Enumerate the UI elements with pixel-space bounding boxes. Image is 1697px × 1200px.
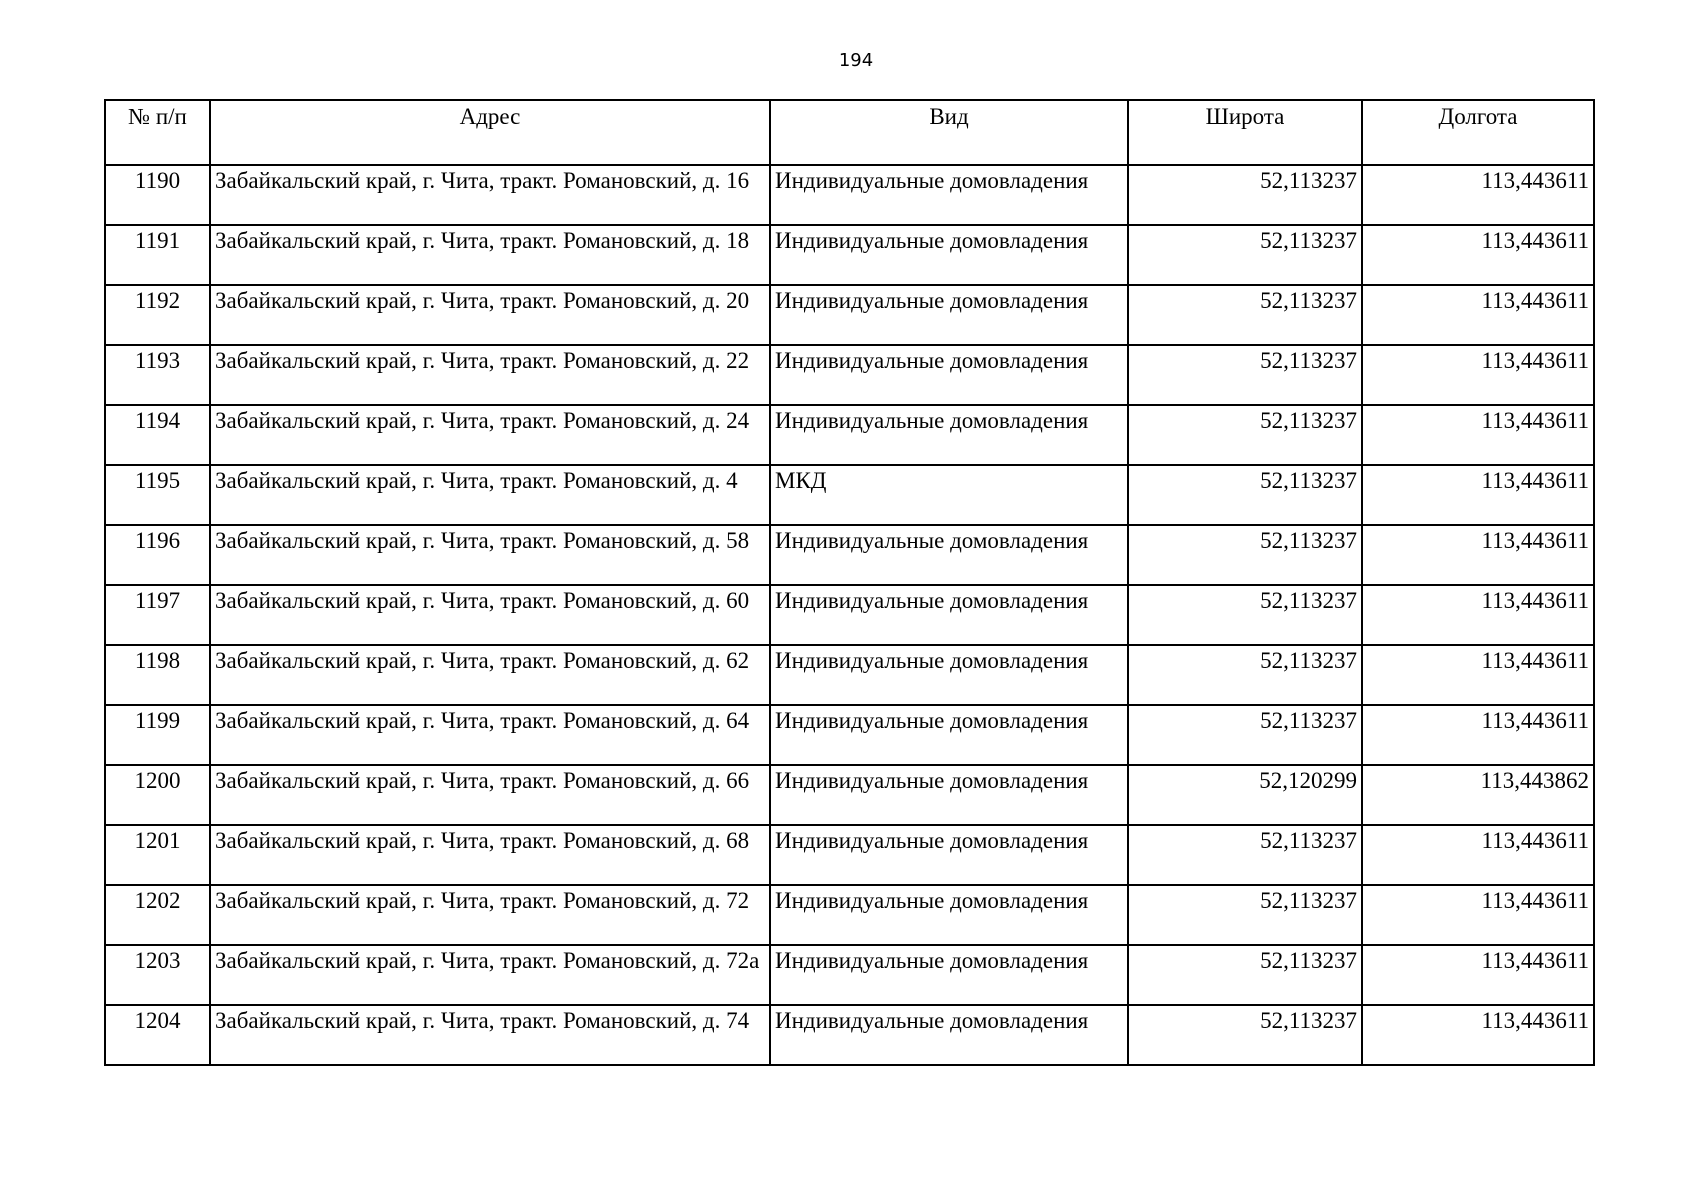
cell-lon: 113,443611 <box>1362 645 1594 705</box>
cell-num: 1197 <box>105 585 210 645</box>
cell-lat: 52,113237 <box>1128 885 1362 945</box>
table-row <box>105 645 1594 705</box>
table-row <box>105 825 1594 885</box>
cell-kind: Индивидуальные домовладения <box>770 405 1128 465</box>
cell-lat: 52,120299 <box>1128 765 1362 825</box>
cell-lon: 113,443611 <box>1362 465 1594 525</box>
cell-kind: Индивидуальные домовладения <box>770 165 1128 225</box>
cell-num: 1199 <box>105 705 210 765</box>
header-address: Адрес <box>210 100 770 165</box>
cell-lon: 113,443611 <box>1362 885 1594 945</box>
cell-lat: 52,113237 <box>1128 465 1362 525</box>
cell-address: Забайкальский край, г. Чита, тракт. Романовский, д. 58 <box>210 525 770 585</box>
cell-address: Забайкальский край, г. Чита, тракт. Романовский, д. 72 <box>210 885 770 945</box>
cell-kind: Индивидуальные домовладения <box>770 945 1128 1005</box>
table-row <box>105 1005 1594 1065</box>
cell-lon: 113,443611 <box>1362 345 1594 405</box>
cell-num: 1200 <box>105 765 210 825</box>
cell-lat: 52,113237 <box>1128 525 1362 585</box>
cell-num: 1203 <box>105 945 210 1005</box>
cell-kind: МКД <box>770 465 1128 525</box>
cell-kind: Индивидуальные домовладения <box>770 765 1128 825</box>
cell-num: 1198 <box>105 645 210 705</box>
cell-num: 1195 <box>105 465 210 525</box>
cell-lon: 113,443611 <box>1362 1005 1594 1065</box>
cell-kind: Индивидуальные домовладения <box>770 225 1128 285</box>
cell-kind: Индивидуальные домовладения <box>770 885 1128 945</box>
table-header-row <box>105 100 1594 165</box>
cell-lon: 113,443611 <box>1362 285 1594 345</box>
cell-lon: 113,443611 <box>1362 165 1594 225</box>
cell-num: 1196 <box>105 525 210 585</box>
cell-lon: 113,443611 <box>1362 825 1594 885</box>
cell-address: Забайкальский край, г. Чита, тракт. Романовский, д. 60 <box>210 585 770 645</box>
cell-lon: 113,443611 <box>1362 225 1594 285</box>
cell-num: 1204 <box>105 1005 210 1065</box>
header-lat: Широта <box>1128 100 1362 165</box>
cell-kind: Индивидуальные домовладения <box>770 345 1128 405</box>
table-row <box>105 525 1594 585</box>
cell-lon: 113,443862 <box>1362 765 1594 825</box>
cell-lon: 113,443611 <box>1362 525 1594 585</box>
cell-num: 1202 <box>105 885 210 945</box>
table-row <box>105 585 1594 645</box>
cell-kind: Индивидуальные домовладения <box>770 825 1128 885</box>
cell-address: Забайкальский край, г. Чита, тракт. Романовский, д. 66 <box>210 765 770 825</box>
table-row <box>105 345 1594 405</box>
table-row <box>105 885 1594 945</box>
cell-kind: Индивидуальные домовладения <box>770 645 1128 705</box>
cell-kind: Индивидуальные домовладения <box>770 285 1128 345</box>
cell-num: 1193 <box>105 345 210 405</box>
header-num: № п/п <box>105 100 210 165</box>
cell-lon: 113,443611 <box>1362 945 1594 1005</box>
cell-lat: 52,113237 <box>1128 405 1362 465</box>
cell-address: Забайкальский край, г. Чита, тракт. Романовский, д. 64 <box>210 705 770 765</box>
cell-lon: 113,443611 <box>1362 405 1594 465</box>
cell-lat: 52,113237 <box>1128 645 1362 705</box>
table-row <box>105 225 1594 285</box>
table-row <box>105 285 1594 345</box>
cell-lat: 52,113237 <box>1128 225 1362 285</box>
cell-address: Забайкальский край, г. Чита, тракт. Романовский, д. 24 <box>210 405 770 465</box>
table-body <box>105 100 1594 1065</box>
cell-address: Забайкальский край, г. Чита, тракт. Романовский, д. 16 <box>210 165 770 225</box>
table-row <box>105 765 1594 825</box>
cell-lat: 52,113237 <box>1128 585 1362 645</box>
cell-kind: Индивидуальные домовладения <box>770 705 1128 765</box>
cell-num: 1192 <box>105 285 210 345</box>
table-row <box>105 465 1594 525</box>
table-row <box>105 165 1594 225</box>
cell-lon: 113,443611 <box>1362 585 1594 645</box>
cell-lat: 52,113237 <box>1128 285 1362 345</box>
cell-lat: 52,113237 <box>1128 705 1362 765</box>
cell-address: Забайкальский край, г. Чита, тракт. Романовский, д. 22 <box>210 345 770 405</box>
header-lon: Долгота <box>1362 100 1594 165</box>
cell-num: 1194 <box>105 405 210 465</box>
cell-lat: 52,113237 <box>1128 345 1362 405</box>
cell-num: 1191 <box>105 225 210 285</box>
table-row <box>105 405 1594 465</box>
address-table <box>104 99 1595 1066</box>
cell-num: 1201 <box>105 825 210 885</box>
cell-kind: Индивидуальные домовладения <box>770 1005 1128 1065</box>
cell-address: Забайкальский край, г. Чита, тракт. Романовский, д. 72а <box>210 945 770 1005</box>
cell-address: Забайкальский край, г. Чита, тракт. Романовский, д. 62 <box>210 645 770 705</box>
cell-lat: 52,113237 <box>1128 825 1362 885</box>
cell-lat: 52,113237 <box>1128 165 1362 225</box>
cell-address: Забайкальский край, г. Чита, тракт. Романовский, д. 68 <box>210 825 770 885</box>
cell-address: Забайкальский край, г. Чита, тракт. Романовский, д. 20 <box>210 285 770 345</box>
cell-kind: Индивидуальные домовладения <box>770 585 1128 645</box>
table-row <box>105 705 1594 765</box>
cell-lat: 52,113237 <box>1128 945 1362 1005</box>
cell-address: Забайкальский край, г. Чита, тракт. Романовский, д. 18 <box>210 225 770 285</box>
cell-lon: 113,443611 <box>1362 705 1594 765</box>
page-number: 194 <box>838 50 874 71</box>
table-row <box>105 945 1594 1005</box>
header-kind: Вид <box>770 100 1128 165</box>
cell-num: 1190 <box>105 165 210 225</box>
cell-lat: 52,113237 <box>1128 1005 1362 1065</box>
cell-kind: Индивидуальные домовладения <box>770 525 1128 585</box>
cell-address: Забайкальский край, г. Чита, тракт. Романовский, д. 74 <box>210 1005 770 1065</box>
cell-address: Забайкальский край, г. Чита, тракт. Романовский, д. 4 <box>210 465 770 525</box>
